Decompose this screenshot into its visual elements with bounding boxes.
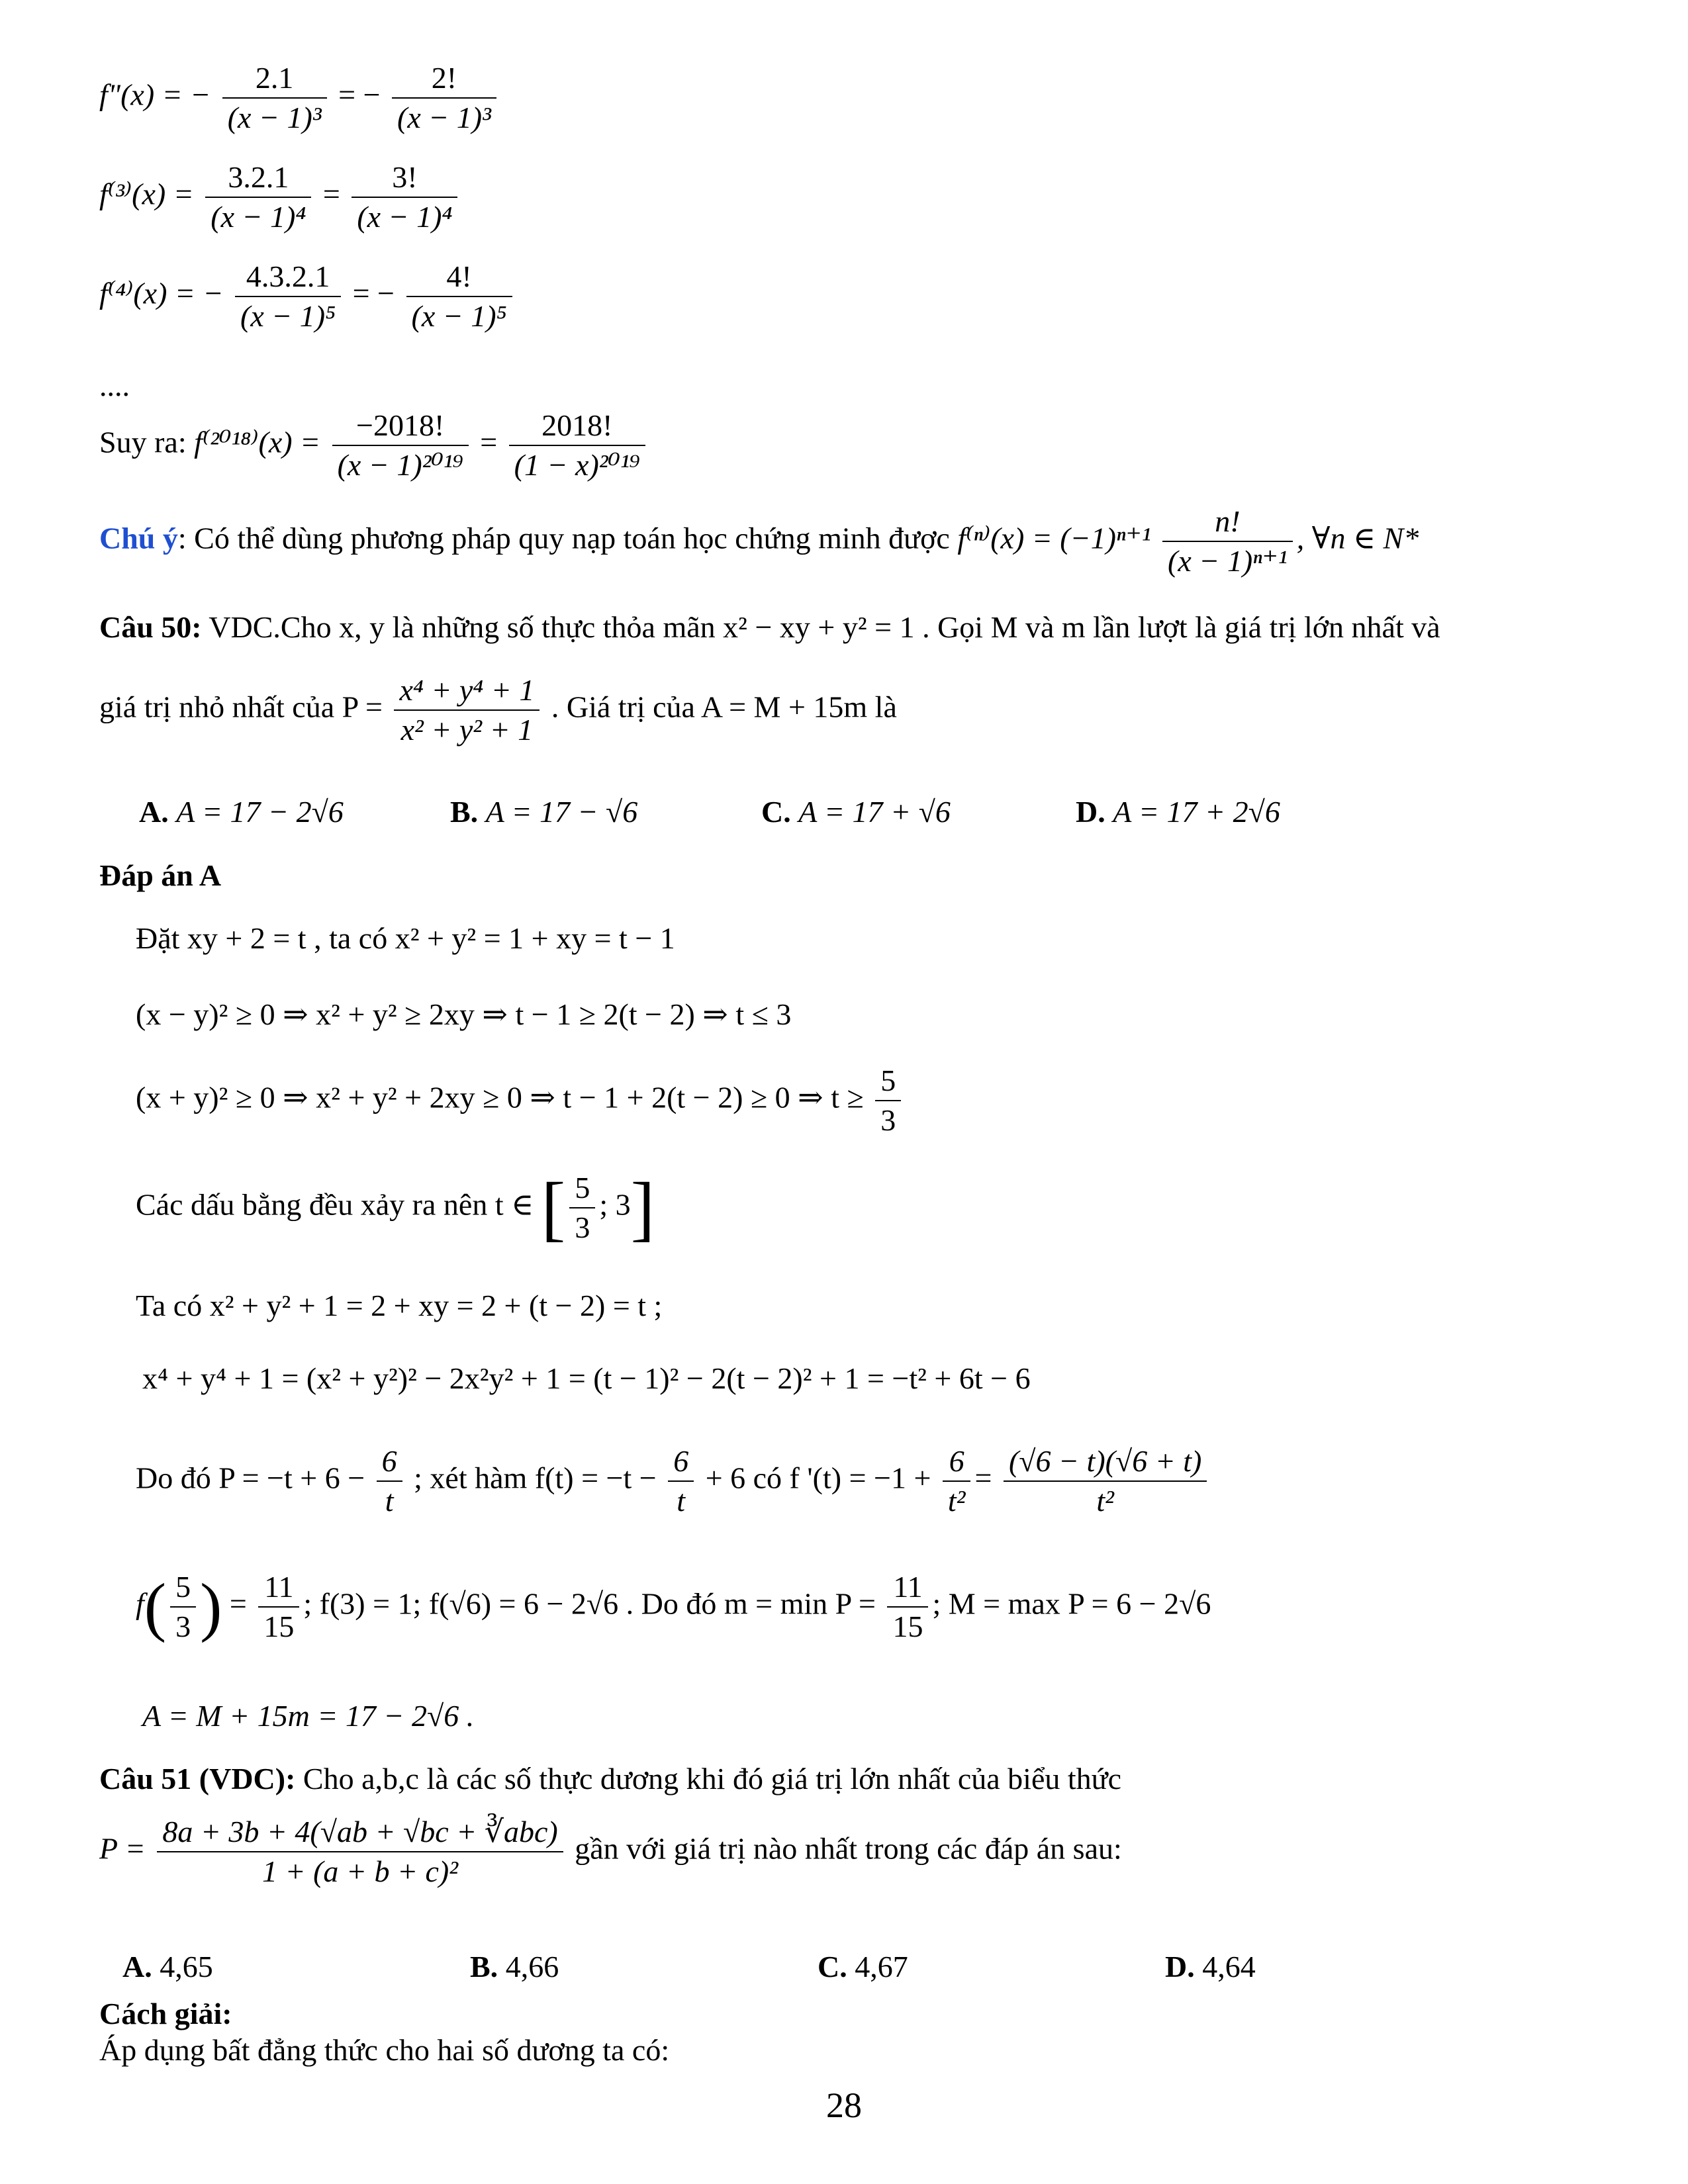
fraction-denominator: (x − 1)³ xyxy=(222,97,327,133)
fraction xyxy=(509,410,645,480)
option-text: 4,64 xyxy=(1202,1950,1256,1983)
function-name: f xyxy=(136,1586,144,1621)
fraction-numerator: 8a + 3b + 4(√ab + √bc + ∛abc) xyxy=(162,1815,558,1848)
fraction-numerator: 6 xyxy=(673,1444,689,1478)
option-key: D. xyxy=(1165,1950,1195,1983)
solution-text: ; xét hàm f(t) = −t − xyxy=(414,1461,657,1495)
fraction-denominator: (x − 1)ⁿ⁺¹ xyxy=(1162,541,1293,576)
fraction-numerator: (√6 − t)(√6 + t) xyxy=(1008,1444,1202,1478)
fraction xyxy=(406,261,512,332)
equals-sign: = xyxy=(229,1586,247,1621)
question-51-line-1 xyxy=(99,1764,1121,1794)
fraction-numerator: 2018! xyxy=(541,408,613,442)
question-label: Câu 51 (VDC): xyxy=(99,1762,296,1796)
fraction xyxy=(377,1446,402,1516)
fraction-denominator: 3 xyxy=(170,1606,196,1642)
option-text: A = 17 + √6 xyxy=(798,795,951,829)
option-d[interactable] xyxy=(1076,794,1280,829)
fraction-numerator: 11 xyxy=(264,1570,294,1604)
solution-line-9: A = M + 15m = 17 − 2√6 . xyxy=(142,1699,475,1733)
solution-line-7: Do đó P = −t + 6 − $\frac{6}{t}$ ; xét hàm f(t) = −t − $\frac{6}{t}$ + 6 có f '(t) = −1 + $\frac{6}{\text{t²}}$ = $\frac{(√6 - t)(√6 + t)}{\text{t²}}$ xyxy=(136,1446,1211,1516)
method-text: Áp dụng bất đẳng thức cho hai số dương ta có: xyxy=(99,2033,670,2067)
fraction-numerator: 2.1 xyxy=(255,61,294,95)
option-text: 4,65 xyxy=(160,1950,213,1983)
formula-tail: , ∀n ∈ N* xyxy=(1296,521,1419,555)
fraction xyxy=(875,1066,901,1136)
fraction xyxy=(569,1173,595,1243)
fraction xyxy=(157,1817,563,1887)
solution-line-8: f( $\frac{5}{3}$ ) = $\frac{11}{15}$ ; f(3) = 1; f(√6) = 6 − 2√6 . Do đó m = min P = $\frac{11}{15}$ ; M = max P = 6 − 2√6 xyxy=(136,1570,1211,1643)
derivative-line-3 xyxy=(99,162,461,232)
solution-text: + 6 có f '(t) = −1 + xyxy=(705,1461,931,1495)
fraction-denominator: 15 xyxy=(887,1606,928,1642)
option-key: B. xyxy=(470,1950,498,1983)
fraction xyxy=(205,162,311,232)
method-label: Cách giải: xyxy=(99,1997,232,2030)
fraction-numerator: 2! xyxy=(431,61,457,95)
question-50-line-1 xyxy=(99,612,1440,643)
fraction xyxy=(394,675,539,745)
fraction xyxy=(352,162,457,232)
solution-text: Do đó P = −t + 6 − xyxy=(136,1461,365,1495)
option-b[interactable] xyxy=(470,1949,559,1984)
fraction-numerator: 5 xyxy=(175,1570,191,1604)
solution-text: ; M = max P = 6 − 2√6 xyxy=(932,1586,1211,1621)
equals-sign: = − xyxy=(338,77,381,112)
formula-lhs: f⁽²⁰¹⁸⁾(x) = xyxy=(194,425,321,459)
solution-line-6: x⁴ + y⁴ + 1 = (x² + y²)² − 2x²y² + 1 = (t − 1)² − 2(t − 2)² + 1 = −t² + 6t − 6 xyxy=(142,1361,1031,1395)
fraction-denominator: t xyxy=(668,1480,694,1516)
fraction xyxy=(668,1446,694,1516)
option-text: A = 17 − √6 xyxy=(485,795,638,829)
question-text: gần với giá trị nào nhất trong các đáp án sau: xyxy=(575,1831,1122,1866)
question-label: Câu 50: xyxy=(99,610,202,644)
solution-text: ; f(3) = 1; f(√6) = 6 − 2√6 . Do đó m = min P = xyxy=(303,1586,876,1621)
note-label: Chú ý xyxy=(99,521,178,555)
fraction xyxy=(258,1572,299,1642)
fraction xyxy=(1004,1446,1207,1516)
fraction-denominator: (x − 1)⁵ xyxy=(235,296,341,332)
fraction-numerator: 5 xyxy=(575,1171,590,1205)
option-c[interactable] xyxy=(818,1949,908,1984)
fraction-numerator: 4.3.2.1 xyxy=(246,259,330,293)
solution-text: (x + y)² ≥ 0 ⇒ x² + y² + 2xy ≥ 0 ⇒ t − 1 + 2(t − 2) ≥ 0 ⇒ t ≥ xyxy=(136,1080,864,1115)
fraction xyxy=(392,63,496,133)
interval-tail: ; 3 xyxy=(599,1187,631,1222)
fraction-denominator: 3 xyxy=(875,1100,901,1136)
derivative-lhs: f"(x) = − xyxy=(99,77,211,112)
fraction xyxy=(1162,506,1293,576)
derivative-line-4 xyxy=(99,261,516,332)
fraction-denominator: 3 xyxy=(569,1207,595,1243)
solution-line-4: Các dấu bằng đều xảy ra nên t ∈ [ $\frac{5}{3}$ ; 3] xyxy=(136,1167,655,1248)
derivative-lhs: f⁽³⁾(x) = xyxy=(99,177,194,211)
fraction-numerator: 3.2.1 xyxy=(228,160,289,194)
option-text: A = 17 − 2√6 xyxy=(176,795,344,829)
fraction-numerator: 6 xyxy=(949,1444,964,1478)
option-key: B. xyxy=(450,795,479,829)
solution-line-3 xyxy=(136,1066,905,1136)
fraction-denominator: (x − 1)⁵ xyxy=(406,296,512,332)
fraction-denominator: (1 − x)²⁰¹⁹ xyxy=(509,445,645,480)
derivative-lhs: f⁽⁴⁾(x) = − xyxy=(99,276,224,310)
option-text: 4,66 xyxy=(505,1950,559,1983)
option-a[interactable] xyxy=(122,1949,213,1984)
option-text: A = 17 + 2√6 xyxy=(1113,795,1280,829)
fraction-numerator: n! xyxy=(1215,504,1241,538)
formula-lhs: P = xyxy=(99,1831,146,1866)
solution-line-2: (x − y)² ≥ 0 ⇒ x² + y² ≥ 2xy ⇒ t − 1 ≥ 2(t − 2) ⇒ t ≤ 3 xyxy=(136,997,792,1031)
option-key: C. xyxy=(818,1950,847,1983)
fraction-denominator: t² xyxy=(943,1480,971,1516)
option-c[interactable] xyxy=(761,794,951,829)
answer-label: Đáp án A xyxy=(99,858,222,892)
note-text: : Có thể dùng phương pháp quy nạp toán học chứng minh được xyxy=(177,521,950,555)
fraction xyxy=(332,410,469,480)
fraction-numerator: 5 xyxy=(880,1064,896,1097)
fraction-numerator: 3! xyxy=(392,160,418,194)
option-d[interactable] xyxy=(1165,1949,1256,1984)
question-50-line-2 xyxy=(99,675,897,745)
fraction-denominator: x² + y² + 1 xyxy=(394,709,539,745)
option-a[interactable] xyxy=(139,794,344,829)
fraction-denominator: 1 + (a + b + c)² xyxy=(157,1851,563,1887)
fraction-numerator: x⁴ + y⁴ + 1 xyxy=(399,673,535,707)
solution-line-1: Đặt xy + 2 = t , ta có x² + y² = 1 + xy = t − 1 xyxy=(136,921,675,955)
option-text: 4,67 xyxy=(855,1950,908,1983)
fraction-denominator: t xyxy=(377,1480,402,1516)
fraction-denominator: t² xyxy=(1004,1480,1207,1516)
question-text: Cho a,b,c là các số thực dương khi đó giá trị lớn nhất của biểu thức xyxy=(303,1762,1121,1796)
option-key: A. xyxy=(139,795,169,829)
fraction-numerator: −2018! xyxy=(356,408,445,442)
option-key: C. xyxy=(761,795,791,829)
fraction xyxy=(170,1572,196,1642)
solution-line-5: Ta có x² + y² + 1 = 2 + xy = 2 + (t − 2) = t ; xyxy=(136,1289,663,1322)
fraction-denominator: (x − 1)²⁰¹⁹ xyxy=(332,445,469,480)
fraction xyxy=(235,261,341,332)
fraction-denominator: (x − 1)³ xyxy=(392,97,496,133)
fraction-numerator: 6 xyxy=(381,1444,397,1478)
fraction-numerator: 11 xyxy=(893,1570,923,1604)
equals-sign: = xyxy=(480,425,498,459)
equals-sign: = − xyxy=(352,276,395,310)
solution-text: Các dấu bằng đều xảy ra nên t ∈ xyxy=(136,1187,534,1222)
fraction-denominator: (x − 1)⁴ xyxy=(205,197,311,232)
note-line xyxy=(99,506,1419,576)
conclusion-label: Suy ra: xyxy=(99,425,187,459)
fraction xyxy=(943,1446,971,1516)
fraction xyxy=(887,1572,928,1642)
option-key: D. xyxy=(1076,795,1105,829)
page-number: 28 xyxy=(826,2085,862,2125)
ellipsis-line: .... xyxy=(99,369,130,402)
equals-sign: = xyxy=(322,177,340,211)
derivative-line-2 xyxy=(99,63,500,133)
conclusion-line xyxy=(99,410,649,480)
formula-lhs: f⁽ⁿ⁾(x) = (−1)ⁿ⁺¹ xyxy=(957,521,1151,555)
question-text: VDC.Cho x, y là những số thực thỏa mãn x² − xy + y² = 1 . Gọi M và m lần lượt là giá trị lớn nhất và xyxy=(209,610,1440,644)
fraction-numerator: 4! xyxy=(446,259,472,293)
fraction-denominator: 15 xyxy=(258,1606,299,1642)
fraction-denominator: (x − 1)⁴ xyxy=(352,197,457,232)
question-text: . Giá trị của A = M + 15m là xyxy=(551,690,897,724)
fraction xyxy=(222,63,327,133)
option-b[interactable] xyxy=(450,794,637,829)
option-key: A. xyxy=(122,1950,152,1983)
question-text: giá trị nhỏ nhất của P = xyxy=(99,690,383,724)
question-51-line-2 xyxy=(99,1817,1122,1887)
